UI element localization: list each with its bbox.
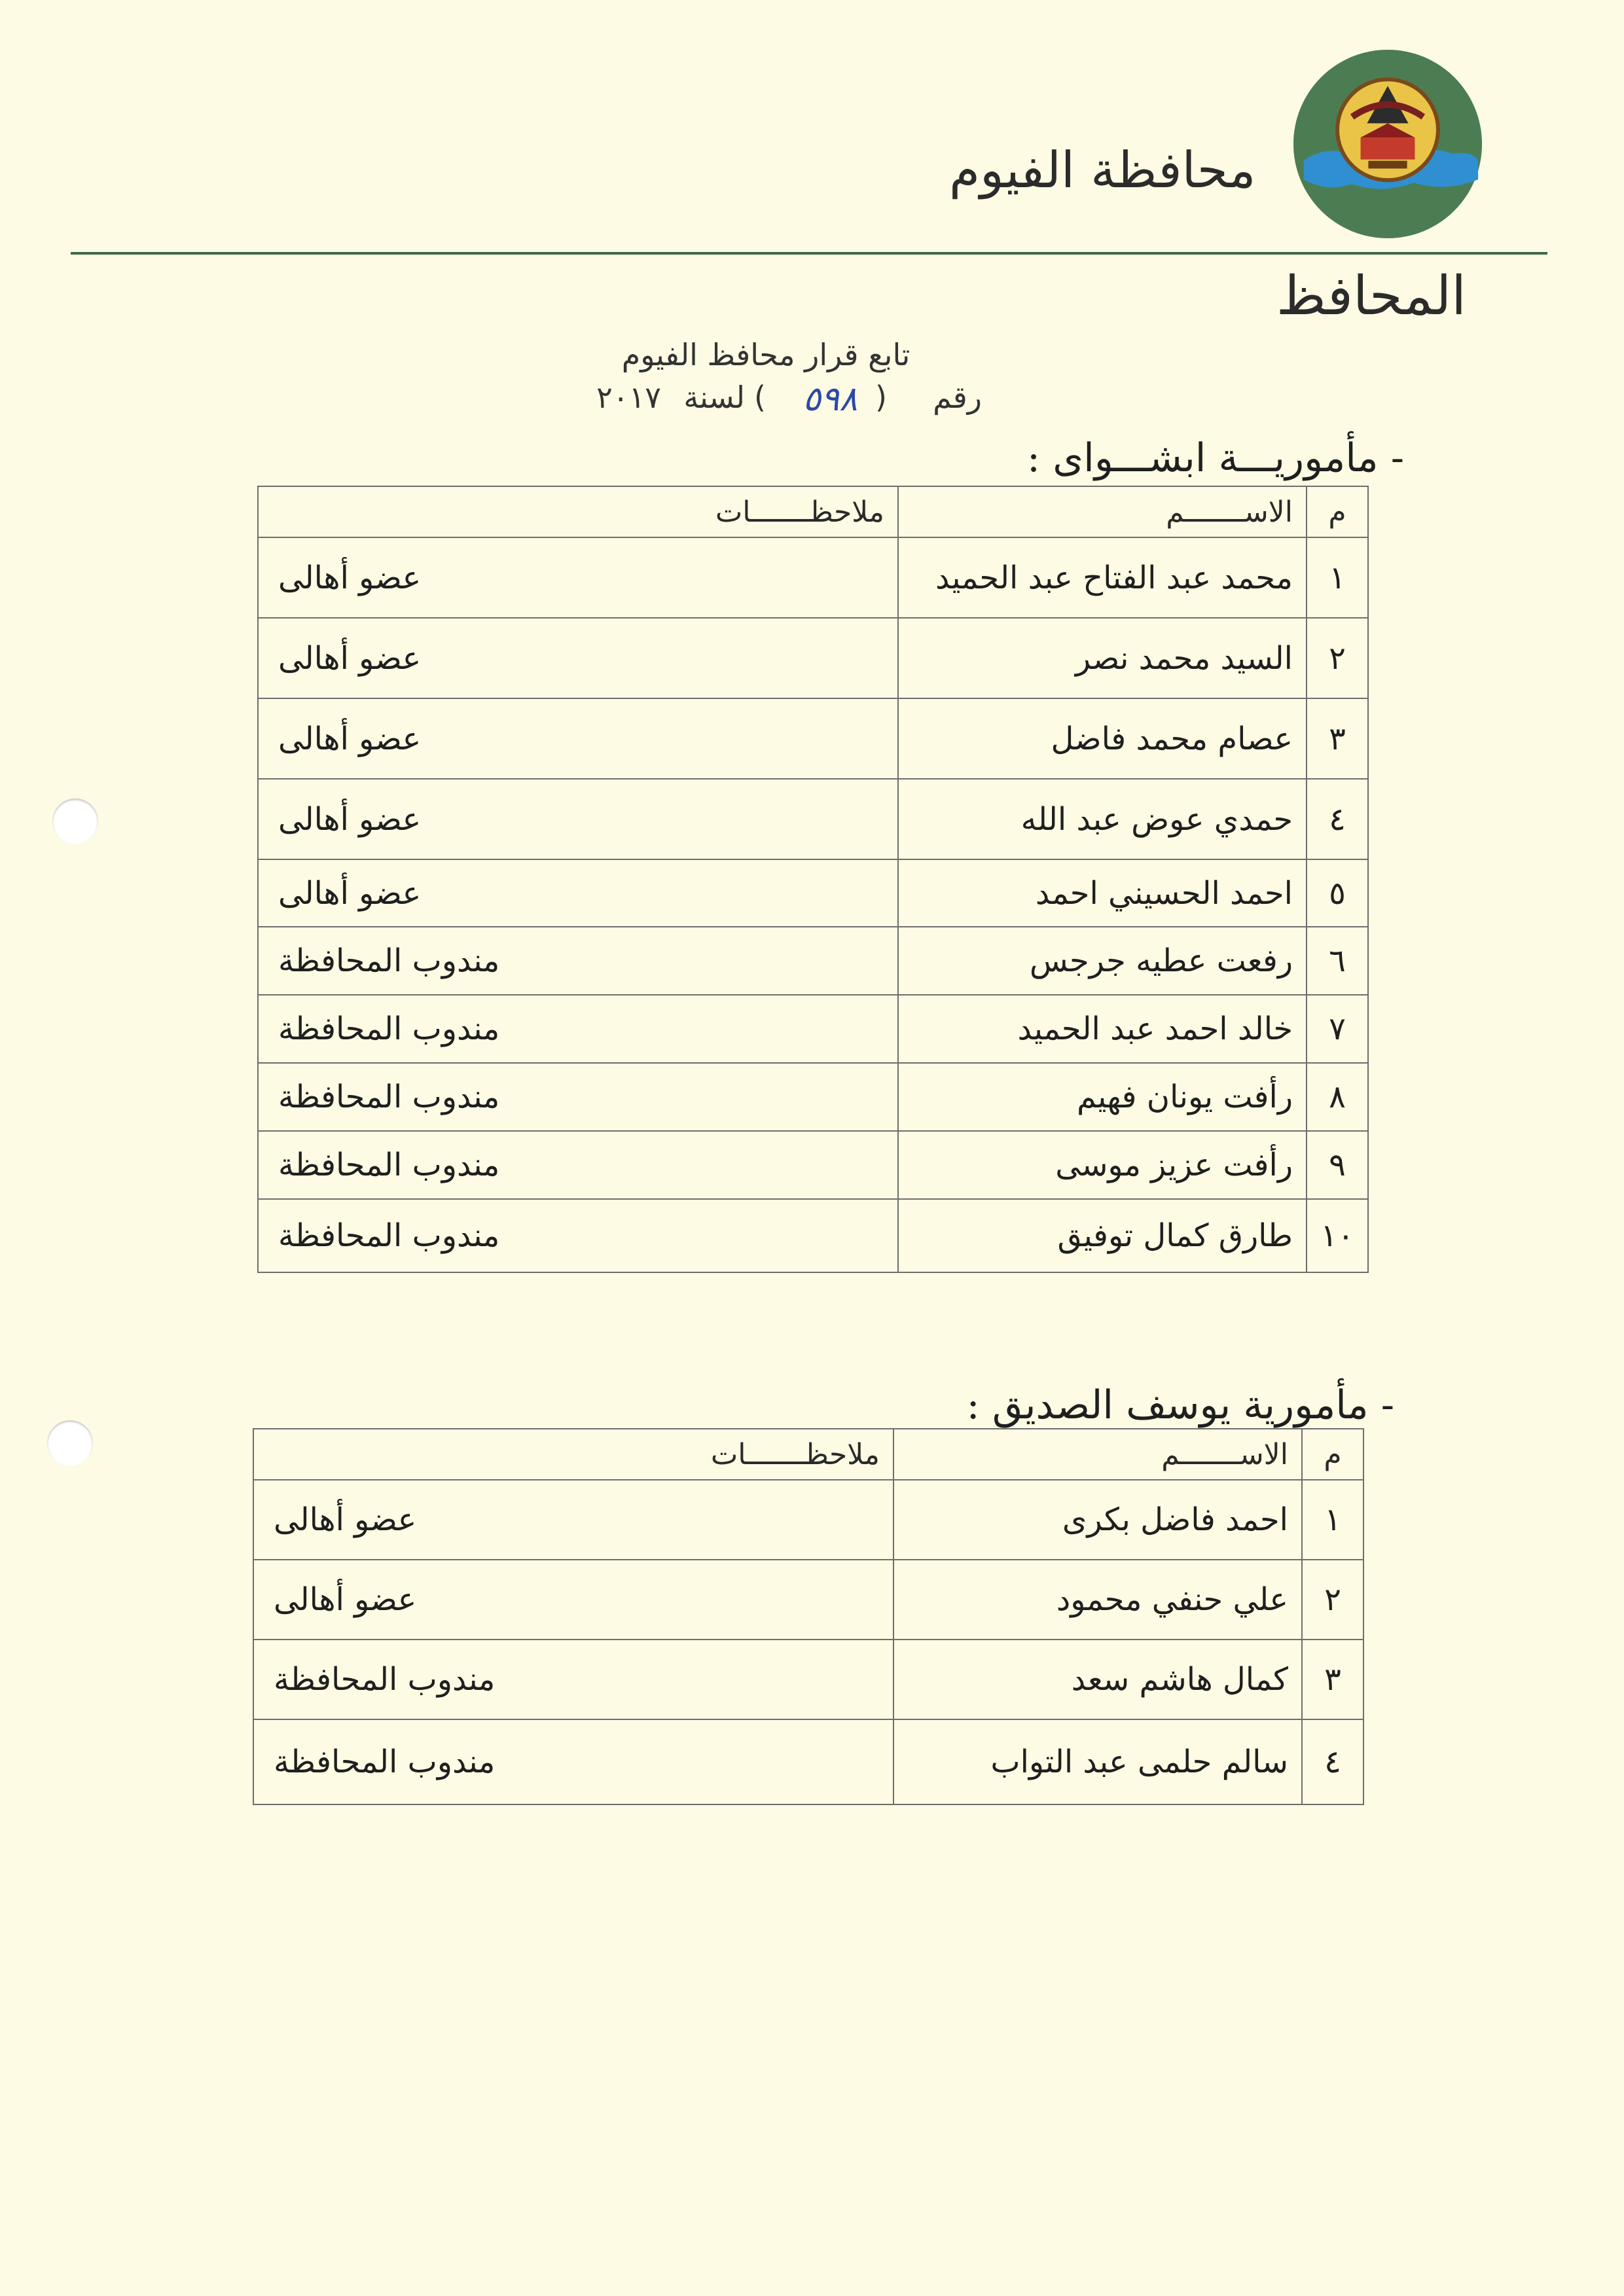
row-notes: عضو أهالى	[258, 859, 898, 927]
header-divider	[71, 252, 1547, 255]
table-row	[258, 1131, 1368, 1199]
year-label: لسنة	[683, 380, 745, 415]
ibshway-table	[257, 486, 1369, 1273]
row-name: احمد الحسيني احمد	[898, 859, 1307, 927]
decision-line: تابع قرار محافظ الفيوم	[621, 337, 911, 372]
row-notes: مندوب المحافظة	[258, 995, 898, 1063]
row-number: ١	[1307, 537, 1368, 618]
row-number: ١٠	[1307, 1199, 1368, 1272]
row-name: كمال هاشم سعد	[893, 1640, 1302, 1719]
ref-label: رقم	[933, 380, 982, 415]
table-row	[258, 779, 1368, 859]
row-number: ٤	[1302, 1719, 1363, 1804]
row-number: ٥	[1307, 859, 1368, 927]
punch-hole	[52, 798, 98, 844]
row-name: حمدي عوض عبد الله	[898, 779, 1307, 859]
row-notes: عضو أهالى	[258, 537, 898, 618]
row-notes: مندوب المحافظة	[258, 1063, 898, 1131]
column-header-name: الاســـــــم	[898, 486, 1307, 537]
column-header-number: م	[1302, 1429, 1363, 1480]
row-notes: مندوب المحافظة	[258, 1131, 898, 1199]
row-number: ٤	[1307, 779, 1368, 859]
row-name: احمد فاضل بكرى	[893, 1480, 1302, 1560]
row-name: رأفت عزيز موسى	[898, 1131, 1307, 1199]
yousef-elsedik-table	[253, 1428, 1364, 1805]
decision-year: ٢٠١٧	[596, 380, 661, 415]
row-name: رأفت يونان فهيم	[898, 1063, 1307, 1131]
column-header-number: م	[1307, 486, 1368, 537]
table-row	[253, 1480, 1363, 1560]
table-row	[258, 1199, 1368, 1272]
punch-hole	[47, 1420, 93, 1466]
table-row	[258, 1063, 1368, 1131]
row-name: السيد محمد نصر	[898, 618, 1307, 698]
table-row	[258, 859, 1368, 927]
table-header-row	[258, 486, 1368, 537]
row-name: رفعت عطيه جرجس	[898, 927, 1307, 995]
decision-number: ٥٩٨	[803, 380, 857, 419]
row-name: عصام محمد فاضل	[898, 698, 1307, 779]
row-number: ٢	[1302, 1560, 1363, 1640]
table-row	[253, 1640, 1363, 1719]
column-header-name: الاســـــــم	[893, 1429, 1302, 1480]
column-header-notes: ملاحظـــــــات	[253, 1429, 893, 1480]
row-number: ٩	[1307, 1131, 1368, 1199]
row-name: سالم حلمى عبد التواب	[893, 1719, 1302, 1804]
ref-open-paren: (	[875, 380, 887, 415]
table-row	[258, 995, 1368, 1063]
row-name: محمد عبد الفتاح عبد الحميد	[898, 537, 1307, 618]
table-row	[258, 618, 1368, 698]
row-notes: عضو أهالى	[258, 698, 898, 779]
table-row	[253, 1560, 1363, 1640]
row-number: ٣	[1307, 698, 1368, 779]
row-notes: عضو أهالى	[253, 1480, 893, 1560]
row-number: ٦	[1307, 927, 1368, 995]
row-notes: مندوب المحافظة	[258, 927, 898, 995]
ref-close-paren: )	[754, 380, 766, 415]
section-title-ibshway: - مأموريـــة ابشـــواى :	[1026, 435, 1404, 481]
row-notes: مندوب المحافظة	[253, 1640, 893, 1719]
column-header-notes: ملاحظـــــــات	[258, 486, 898, 537]
table-row	[258, 927, 1368, 995]
row-notes: مندوب المحافظة	[253, 1719, 893, 1804]
row-name: طارق كمال توفيق	[898, 1199, 1307, 1272]
row-number: ٣	[1302, 1640, 1363, 1719]
row-number: ٢	[1307, 618, 1368, 698]
governorate-name: محافظة الفيوم	[949, 141, 1256, 199]
table-row	[253, 1719, 1363, 1804]
office-title: المحافظ	[1276, 265, 1466, 327]
row-notes: عضو أهالى	[253, 1560, 893, 1640]
governorate-emblem	[1291, 47, 1485, 241]
section-title-yousef-elsedik: - مأمورية يوسف الصديق :	[966, 1382, 1394, 1428]
row-number: ٨	[1307, 1063, 1368, 1131]
decision-reference	[576, 380, 982, 425]
table-header-row	[253, 1429, 1363, 1480]
row-notes: عضو أهالى	[258, 779, 898, 859]
row-name: علي حنفي محمود	[893, 1560, 1302, 1640]
table-row	[258, 537, 1368, 618]
row-name: خالد احمد عبد الحميد	[898, 995, 1307, 1063]
table-row	[258, 698, 1368, 779]
row-notes: مندوب المحافظة	[258, 1199, 898, 1272]
row-number: ٧	[1307, 995, 1368, 1063]
row-notes: عضو أهالى	[258, 618, 898, 698]
row-number: ١	[1302, 1480, 1363, 1560]
